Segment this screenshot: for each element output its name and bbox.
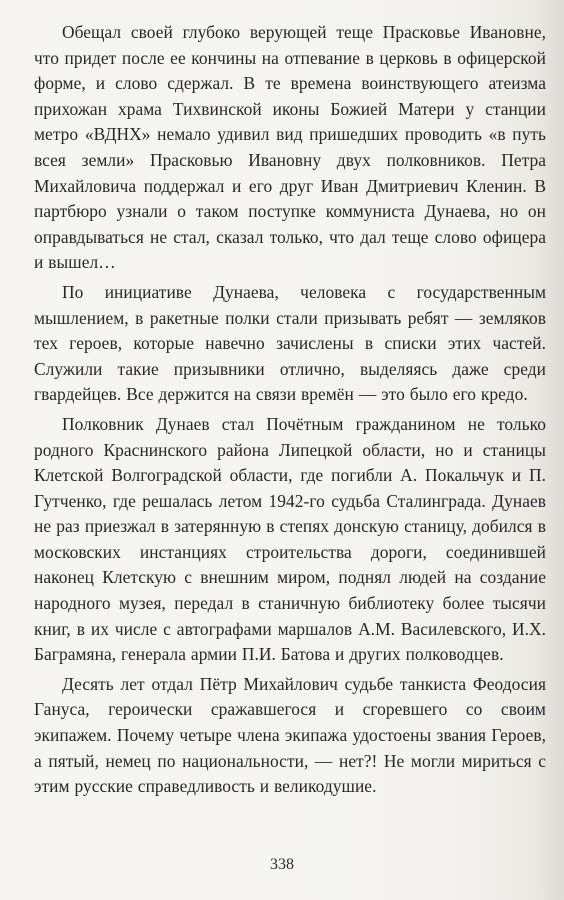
- page-number: 338: [270, 856, 294, 873]
- paragraph-4: Десять лет отдал Пётр Михайлович судьбе танкиста Феодосия Гануса, героически сражавшегося и сгоревшего со своим экипажем. Почему четыре члена экипажа удостоены звания Героев, а пятый, немец по национальности, — нет?! Не могли мириться с этим русские справедливость и великодушие.: [34, 673, 546, 797]
- paragraph-1: Обещал своей глубоко верующей теще Прасковье Ивановне, что придет после ее кончины на отпевание в церковь в офицерской форме, и слово сдержал. В те времена воинствующего атеизма прихожан храма Тихвинской иконы Божией Матери у станции метро «ВДНХ» немало удивил вид пришедших проводить «в путь всея земли» Прасковью Ивановну двух полковников. Петра Михайловича поддержал и его друг Иван Дмитриевич Кленин. В партбюро узнали о таком поступке коммуниста Дунаева, но он оправдываться не стал, сказал только, что дал теще слово офицера и вышел…: [34, 22, 546, 273]
- paragraph-3: Полковник Дунаев стал Почётным гражданином не только родного Краснинского района Липецкой области, но и станицы Клетской Волгоградской области, где погибли А. Покальчук и П. Гутченко, где решалась летом 1942-го судьба Сталинграда. Дунаев не раз приезжал в затерянную в степях донскую станицу, добился в московских инстанциях строительства дороги, соединившей наконец Клетскую с внешним миром, поднял людей на создание народного музея, передал в станичную библиотеку более тысячи книг, в их числе с автографами маршалов А.М. Василевского, И.Х. Баграмяна, генерала армии П.И. Батова и других полководцев.: [34, 413, 546, 665]
- paragraph-2: По инициативе Дунаева, человека с государственным мышлением, в ракетные полки стали призывать ребят — земляков тех героев, которые навечно зачислены в списки этих частей. Служили такие призывники отлично, выделяясь даже среди гвардейцев. Все держится на связи времён — это было его кредо.: [34, 281, 546, 405]
- body-text: [34, 20, 546, 804]
